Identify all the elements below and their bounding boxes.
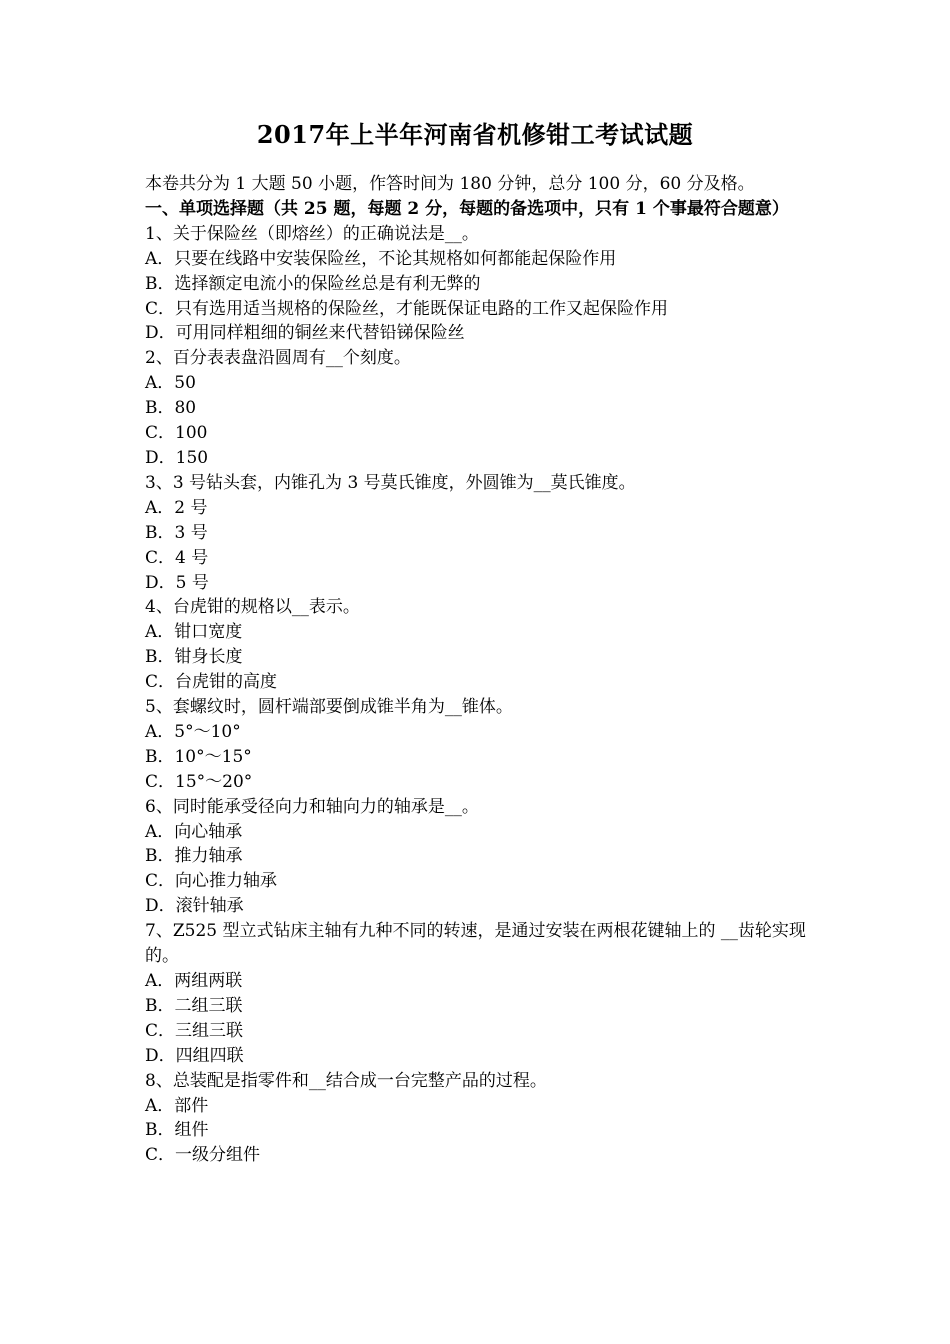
exam-intro: 本卷共分为 1 大题 50 小题，作答时间为 180 分钟，总分 100 分，60 分及格。 (145, 174, 755, 194)
option-c: C．三组三联 (145, 1020, 244, 1041)
option-b: B．组件 (145, 1120, 209, 1141)
option-d: D．滚针轴承 (145, 896, 244, 917)
option-b: B．3 号 (145, 522, 208, 543)
question-6 (145, 795, 810, 920)
option-c: C．台虎钳的高度 (145, 672, 278, 693)
option-b: B．选择额定电流小的保险丝总是有利无弊的 (145, 273, 481, 294)
question-4 (145, 595, 810, 695)
question-5 (145, 695, 810, 795)
question-stem: 8、总装配是指零件和__结合成一台完整产品的过程。 (145, 1070, 547, 1091)
question-stem: 6、同时能承受径向力和轴向力的轴承是__。 (145, 796, 479, 817)
question-stem: 4、台虎钳的规格以__表示。 (145, 597, 360, 618)
option-d: D．150 (145, 447, 209, 468)
question-1 (145, 222, 810, 347)
option-a: A．5°～10° (145, 721, 241, 742)
option-b: B．80 (145, 398, 197, 419)
option-c: C．15°～20° (145, 771, 253, 792)
option-c: C．向心推力轴承 (145, 871, 278, 892)
option-a: A．向心轴承 (145, 821, 243, 842)
option-b: B．10°～15° (145, 746, 252, 767)
option-b: B．钳身长度 (145, 647, 243, 668)
option-a: A．钳口宽度 (145, 622, 243, 643)
option-b: B．推力轴承 (145, 846, 243, 867)
option-c: C．4 号 (145, 547, 209, 568)
question-8 (145, 1069, 810, 1169)
option-d: D．5 号 (145, 572, 209, 593)
question-7 (145, 919, 810, 1068)
option-a: A．50 (145, 373, 196, 394)
option-c: C．只有选用适当规格的保险丝，才能既保证电路的工作又起保险作用 (145, 298, 669, 319)
section-heading: 一、单项选择题（共 25 题，每题 2 分，每题的备选项中，只有 1 个事最符合题意） (145, 198, 789, 219)
option-a: A．两组两联 (145, 971, 243, 991)
question-2 (145, 346, 810, 471)
option-c: C．一级分组件 (145, 1145, 261, 1166)
document-body (145, 172, 810, 1168)
option-d: D．四组四联 (145, 1045, 244, 1066)
question-stem: 1、关于保险丝（即熔丝）的正确说法是__。 (145, 223, 479, 244)
document-title: 2017年上半年河南省机修钳工考试试题 (256, 120, 694, 149)
option-a: A．部件 (145, 1095, 209, 1116)
question-stem: 2、百分表表盘沿圆周有__个刻度。 (145, 348, 411, 369)
question-stem: 3、3 号钻头套，内锥孔为 3 号莫氏锥度，外圆锥为__莫氏锥度。 (145, 472, 636, 493)
question-3 (145, 471, 810, 596)
option-d: D．可用同样粗细的铜丝来代替铅锑保险丝 (145, 323, 465, 344)
option-a: A．2 号 (145, 497, 208, 518)
option-c: C．100 (145, 423, 208, 444)
question-stem: 5、套螺纹时，圆杆端部要倒成锥半角为__锥体。 (145, 697, 513, 718)
question-stem: 7、Z525 型立式钻床主轴有九种不同的转速，是通过安装在两根花键轴上的 __齿轮实现的。 (145, 921, 806, 967)
option-b: B．二组三联 (145, 995, 243, 1016)
option-a: A．只要在线路中安装保险丝，不论其规格如何都能起保险作用 (145, 248, 617, 269)
